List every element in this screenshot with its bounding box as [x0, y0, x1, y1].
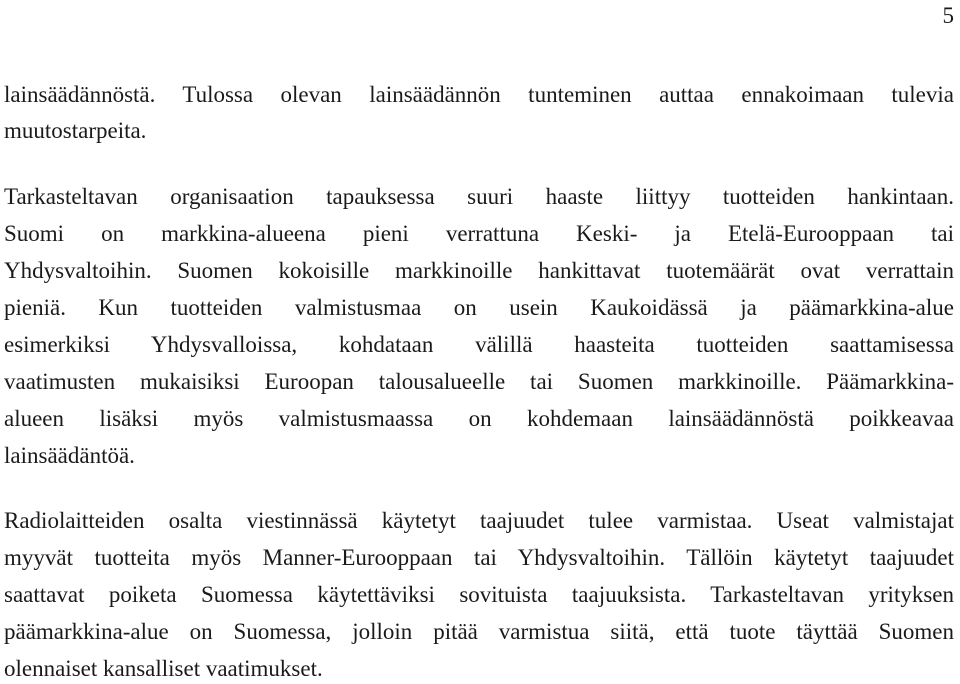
paragraph-3-line-3: saattavat poiketa Suomessa käytettäviksi sovituista taajuuksista. Tarkasteltavan yrityksen: [4, 582, 954, 607]
paragraph-3-line-2: myyvät tuotteita myös Manner-Eurooppaan tai Yhdysvaltoihin. Tällöin käytetyt taajuudet: [4, 545, 954, 570]
paragraph-2-line-3: Yhdysvaltoihin. Suomen kokoisille markkinoille hankittavat tuotemäärät ovat verrattain: [4, 258, 954, 283]
page-number: 5: [942, 3, 954, 28]
paragraph-2-line-1: Tarkasteltavan organisaation tapauksessa suuri haaste liittyy tuotteiden hankintaan.: [4, 184, 954, 209]
paragraph-2-line-7: alueen lisäksi myös valmistusmaassa on kohdemaan lainsäädännöstä poikkeavaa: [4, 406, 954, 431]
paragraph-2-line-4: pieniä. Kun tuotteiden valmistusmaa on usein Kaukoidässä ja päämarkkina-alue: [4, 295, 954, 320]
paragraph-3-line-4: päämarkkina-alue on Suomessa, jolloin pitää varmistua siitä, että tuote täyttää Suomen: [4, 619, 954, 644]
paragraph-3-line-1: Radiolaitteiden osalta viestinnässä käytetyt taajuudet tulee varmistaa. Useat valmistajat: [4, 508, 954, 533]
paragraph-2-line-5: esimerkiksi Yhdysvalloissa, kohdataan välillä haasteita tuotteiden saattamisessa: [4, 332, 954, 357]
paragraph-2-line-6: vaatimusten mukaisiksi Euroopan talousalueelle tai Suomen markkinoille. Päämarkkina-: [4, 369, 954, 394]
paragraph-3-line-5: olennaiset kansalliset vaatimukset.: [4, 656, 323, 681]
paragraph-1-line-2: muutostarpeita.: [4, 118, 147, 143]
paragraph-1-line-1: lainsäädännöstä. Tulossa olevan lainsäädännön tunteminen auttaa ennakoimaan tulevia: [4, 82, 954, 107]
paragraph-2-line-8: lainsäädäntöä.: [4, 443, 135, 468]
paragraph-2-line-2: Suomi on markkina-alueena pieni verrattuna Keski- ja Etelä-Eurooppaan tai: [4, 221, 954, 246]
